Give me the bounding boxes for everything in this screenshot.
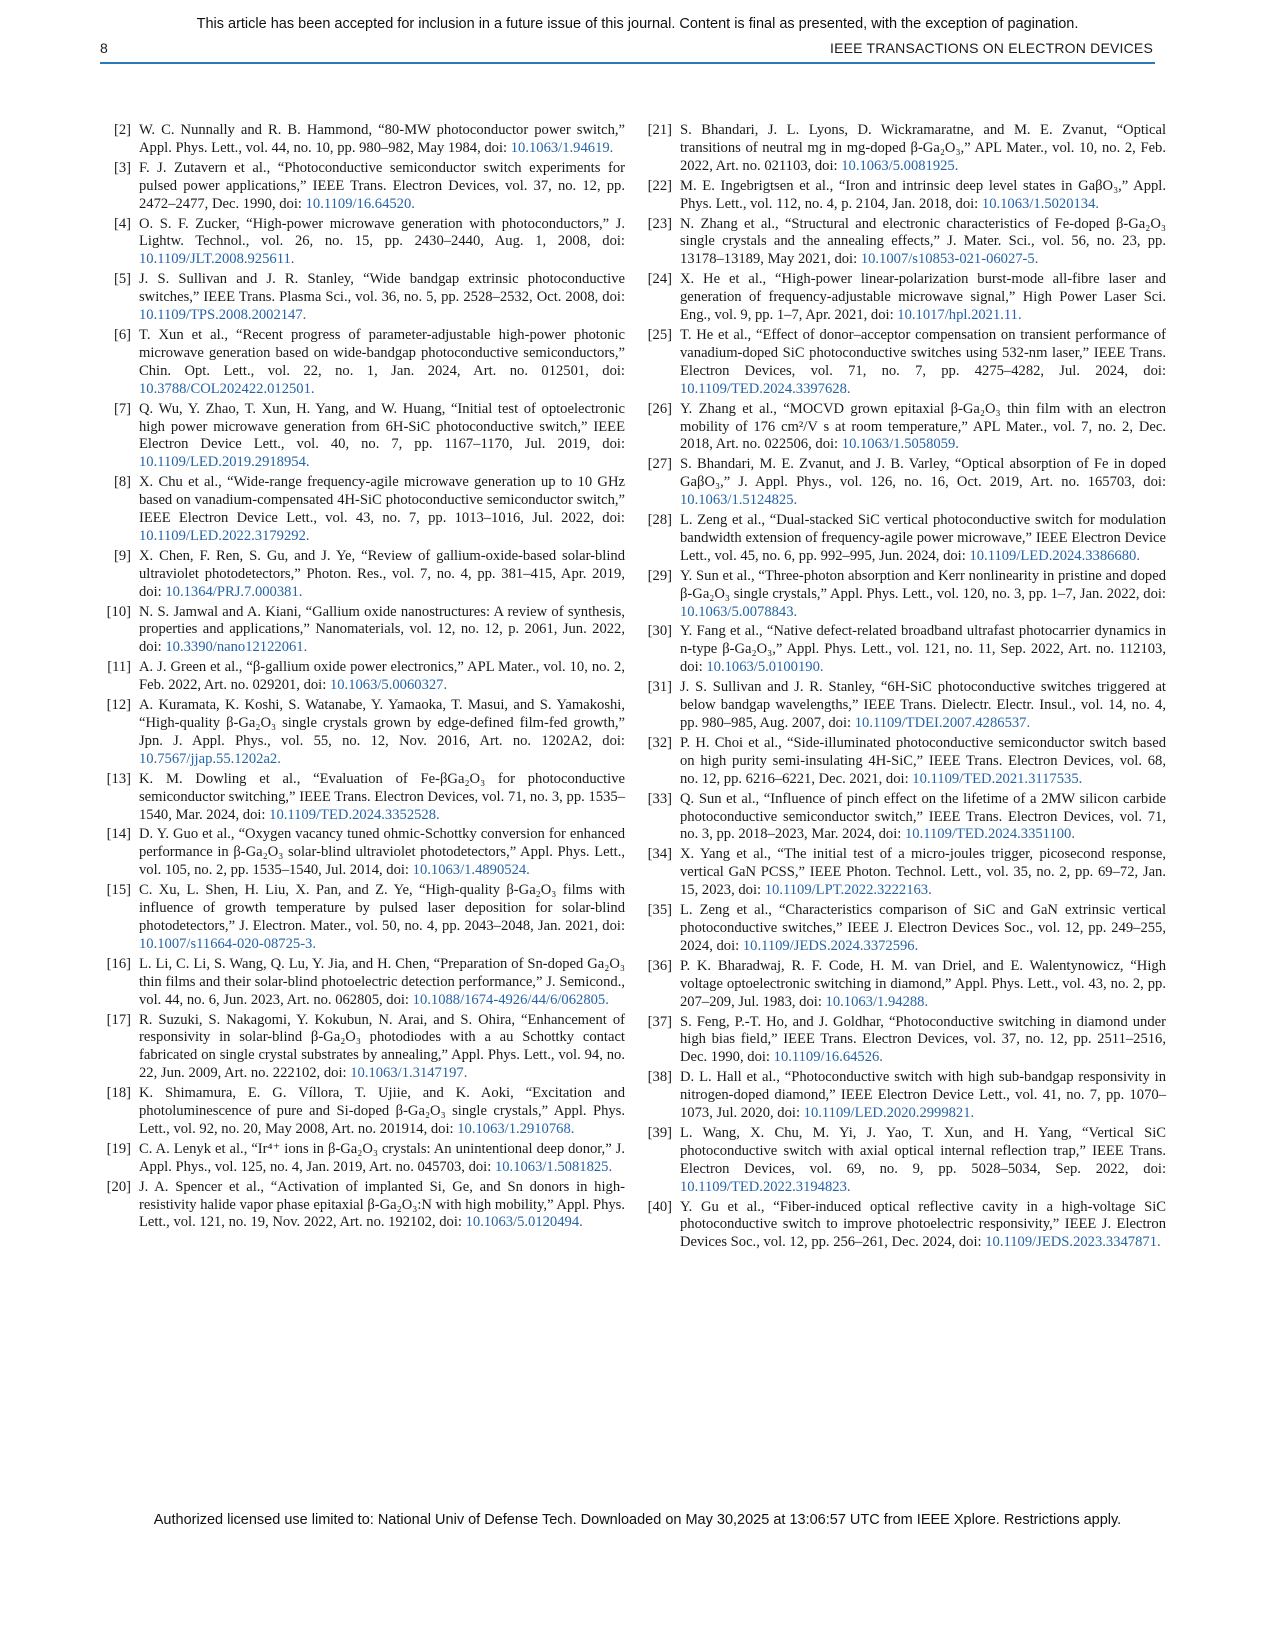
reference-number: [26] — [647, 400, 672, 417]
reference-citation: O. S. F. Zucker, “High-power microwave generation with photoconductors,” J. Lightw. Technol., vol. 26, no. 15, pp. 2430–2440, Aug. 1, 2008, doi: — [139, 215, 625, 250]
doi-link[interactable]: 10.1109/TED.2024.3351100. — [905, 826, 1075, 843]
reference-text — [680, 1125, 1166, 1197]
header-rule — [100, 62, 1155, 64]
reference-citation: A. Kuramata, K. Koshi, S. Watanabe, Y. Yamaoka, T. Masui, and S. Yamakoshi, “High-quality β-Ga₂O₃ single crystals grown by edge-defined film-fed growth,” Jpn. J. Appl. Phys., vol. 55, no. 12, Nov. 2016, Art. no. 1202A2, doi: — [139, 697, 625, 749]
reference-citation: X. Chen, F. Ren, S. Gu, and J. Ye, “Review of gallium-oxide-based solar-blind ultraviolet photodetectors,” Photon. Res., vol. 7, no. 4, pp. 381–415, Apr. 2019, doi: — [139, 547, 625, 600]
reference-citation: N. Zhang et al., “Structural and electronic characteristics of Fe-doped β-Ga₂O₃ single crystals and the annealing effects,” J. Mater. Sci., vol. 56, no. 23, pp. 13178–13189, May 2021, doi: — [680, 215, 1166, 268]
doi-link[interactable]: 10.1109/TED.2024.3352528. — [269, 806, 440, 823]
reference-number: [29] — [647, 567, 672, 584]
reference-text — [680, 902, 1166, 956]
reference-text — [139, 548, 625, 602]
reference-citation: C. A. Lenyk et al., “Ir⁴⁺ ions in β-Ga₂O₃ crystals: An unintentional deep donor,” J. Appl. Phys., vol. 125, no. 4, Jan. 2019, Art. no. 045703, doi: — [139, 1140, 625, 1175]
reference-text — [139, 1085, 625, 1139]
doi-link[interactable]: 10.1109/TDEI.2007.4286537. — [854, 715, 1031, 731]
reference-entry — [105, 122, 625, 158]
reference-entry — [646, 271, 1166, 325]
reference-citation: K. Shimamura, E. G. Víllora, T. Ujiie, and K. Aoki, “Excitation and photoluminescence of pure and Si-doped β-Ga₂O₃ single crystals,” Appl. Phys. Lett., vol. 92, no. 20, May 2008, Art. no. 201914, doi: — [139, 1085, 625, 1137]
reference-citation: D. L. Hall et al., “Photoconductive switch with high sub-bandgap responsivity in nitrogen-doped diamond,” IEEE Electron Device Lett., vol. 41, no. 7, pp. 1070–1073, Jul. 2020, doi: — [680, 1069, 1166, 1122]
reference-number: [19] — [106, 1140, 131, 1157]
reference-citation: M. E. Ingebrigtsen et al., “Iron and intrinsic deep level states in GaβO₃,” Appl. Phys. Lett., vol. 112, no. 4, p. 2104, Jan. 2018, doi: — [680, 177, 1166, 212]
reference-citation: C. Xu, L. Shen, H. Liu, X. Pan, and Z. Ye, “High-quality β-Ga₂O₃ films with influence of growth temperature by pulsed laser deposition for solar-blind photodetectors,” J. Electron. Mater., vol. 50, no. 4, pp. 2043–2048, Jan. 2021, doi: — [139, 882, 625, 934]
reference-citation: X. Yang et al., “The initial test of a micro-joules trigger, picosecond response, vertical GaN PCSS,” IEEE Photon. Technol. Lett., vol. 35, no. 2, pp. 69–72, Jan. 15, 2023, doi: — [680, 846, 1166, 899]
references-left-column — [105, 122, 625, 1234]
doi-link[interactable]: 10.3390/nano12122061. — [165, 639, 308, 656]
reference-citation: K. M. Dowling et al., “Evaluation of Fe-βGa₂O₃ for photoconductive semiconductor switching,” IEEE Trans. Electron Devices, vol. 71, no. 3, pp. 1535–1540, Mar. 2024, doi: — [139, 770, 625, 823]
reference-text — [139, 697, 625, 769]
reference-entry — [105, 882, 625, 954]
reference-citation: D. Y. Guo et al., “Oxygen vacancy tuned ohmic-Schottky conversion for enhanced performance in β-Ga₂O₃ solar-blind ultraviolet photodetectors,” Appl. Phys. Lett., vol. 105, no. 2, pp. 1535–1540, Jul. 2014, doi: — [139, 826, 625, 879]
reference-text — [139, 826, 625, 880]
reference-text — [680, 791, 1166, 845]
reference-text — [680, 1014, 1166, 1068]
reference-entry — [646, 1199, 1166, 1253]
reference-text — [139, 659, 625, 695]
acceptance-notice: This article has been accepted for inclusion in a future issue of this journal. Content is final as presented, with the exception of pagination. — [196, 16, 1079, 32]
reference-number: [32] — [647, 734, 672, 751]
reference-text — [139, 401, 625, 473]
reference-citation: W. C. Nunnally and R. B. Hammond, “80-MW photoconductor power switch,” Appl. Phys. Lett., vol. 44, no. 10, pp. 980–982, May 1984, doi: — [139, 122, 625, 156]
reference-entry — [105, 771, 625, 825]
reference-entry — [646, 512, 1166, 566]
reference-citation: F. J. Zutavern et al., “Photoconductive semiconductor switch experiments for pulsed power applications,” IEEE Trans. Electron Devices, vol. 37, no. 12, pp. 2472–2477, Dec. 1990, doi: — [139, 159, 625, 212]
doi-link[interactable]: 10.1109/LPT.2022.3222163. — [764, 882, 932, 899]
reference-number: [13] — [106, 770, 131, 787]
doi-link[interactable]: 10.1063/1.4890524. — [412, 862, 530, 879]
reference-text — [680, 456, 1166, 510]
doi-link[interactable]: 10.1063/5.0078843. — [680, 603, 798, 620]
reference-number: [6] — [113, 326, 131, 343]
reference-entry — [105, 697, 625, 769]
reference-citation: T. He et al., “Effect of donor–acceptor compensation on transient performance of vanadium-doped SiC photoconductive switches using 532-nm laser,” IEEE Trans. Electron Devices, vol. 71, no. 7, pp. 4275–4282, Jul. 2024, doi: — [680, 326, 1166, 379]
doi-link[interactable]: 10.1063/1.3147197. — [350, 1065, 468, 1082]
doi-link[interactable]: 10.1017/hpl.2021.11. — [897, 307, 1022, 324]
doi-link[interactable]: 10.1063/1.94288. — [825, 993, 929, 1010]
doi-link[interactable]: 10.1109/JEDS.2023.3347871. — [985, 1234, 1161, 1251]
reference-number: [4] — [113, 215, 131, 232]
doi-link[interactable]: 10.1109/JLT.2008.925611. — [139, 251, 295, 268]
reference-citation: S. Bhandari, M. E. Zvanut, and J. B. Varley, “Optical absorption of Fe in doped GaβO₃,” J. Appl. Phys., vol. 126, no. 16, Oct. 2019, Art. no. 165703, doi: — [680, 456, 1166, 491]
reference-number: [21] — [647, 122, 672, 138]
reference-number: [16] — [106, 955, 131, 972]
reference-entry — [646, 1014, 1166, 1068]
reference-number: [23] — [647, 215, 672, 232]
reference-entry — [105, 1012, 625, 1084]
reference-entry — [646, 327, 1166, 399]
reference-number: [2] — [113, 122, 131, 138]
reference-number: [35] — [647, 902, 672, 919]
reference-number: [31] — [647, 679, 672, 696]
doi-link[interactable]: 10.1063/5.0081925. — [841, 157, 959, 174]
reference-number: [18] — [106, 1085, 131, 1102]
reference-number: [33] — [647, 790, 672, 807]
doi-link[interactable]: 10.1007/s10853-021-06027-5. — [860, 251, 1039, 268]
journal-title: IEEE TRANSACTIONS ON ELECTRON DEVICES — [830, 40, 1153, 56]
reference-citation: L. Zeng et al., “Dual-stacked SiC vertical photoconductive switch for modulation bandwidth extension of frequency-agile power microwave,” IEEE Electron Device Lett., vol. 45, no. 6, pp. 992–995, Jun. 2024, doi: — [680, 512, 1166, 564]
reference-number: [28] — [647, 512, 672, 529]
reference-entry — [105, 401, 625, 473]
reference-text — [139, 1012, 625, 1084]
doi-link[interactable]: 10.1063/1.5020134. — [981, 195, 1100, 212]
doi-link[interactable]: 10.1109/LED.2022.3179292. — [139, 527, 310, 544]
reference-entry — [646, 178, 1166, 214]
reference-text — [139, 1179, 625, 1233]
reference-entry — [105, 826, 625, 880]
reference-number: [36] — [647, 957, 672, 974]
reference-entry — [646, 456, 1166, 510]
reference-number: [20] — [106, 1178, 131, 1195]
doi-link[interactable]: 10.1063/1.5124825. — [680, 492, 798, 509]
doi-link[interactable]: 10.1109/LED.2020.2999821. — [803, 1105, 975, 1122]
page-number: 8 — [100, 40, 108, 56]
reference-citation: X. Chu et al., “Wide-range frequency-agile microwave generation up to 10 GHz based on vanadium-compensated 4H-SiC photoconductive semiconductor switch,” IEEE Electron Device Lett., vol. 43, no. 7, pp. 1013–1016, Jul. 2022, doi: — [139, 474, 625, 527]
reference-number: [24] — [647, 271, 672, 288]
reference-number: [12] — [106, 697, 131, 714]
reference-text — [139, 216, 625, 270]
reference-number: [9] — [113, 547, 131, 564]
reference-text — [139, 1141, 625, 1177]
reference-citation: P. H. Choi et al., “Side-illuminated photoconductive semiconductor switch based on high purity semi-insulating 4H-SiC,” IEEE Trans. Electron Devices, vol. 68, no. 12, pp. 6216–6221, Dec. 2021, doi: — [680, 734, 1166, 787]
reference-text — [139, 122, 625, 158]
reference-citation: N. S. Jamwal and A. Kiani, “Gallium oxide nanostructures: A review of synthesis, properties and applications,” Nanomaterials, vol. 12, no. 12, p. 2061, Jun. 2022, doi: — [139, 603, 625, 656]
reference-citation: L. Zeng et al., “Characteristics comparison of SiC and GaN extrinsic vertical photoconductive switches,” IEEE J. Electron Devices Soc., vol. 12, pp. 249–255, 2024, doi: — [680, 902, 1166, 954]
reference-citation: Y. Sun et al., “Three-photon absorption and Kerr nonlinearity in pristine and doped β-Ga₂O₃ single crystals,” Appl. Phys. Lett., vol. 120, no. 3, pp. 1–7, Jan. 2022, doi: — [680, 567, 1166, 602]
doi-link[interactable]: 10.1109/TED.2021.3117535. — [912, 770, 1083, 787]
reference-text — [680, 327, 1166, 399]
reference-number: [8] — [113, 474, 131, 491]
reference-number: [17] — [106, 1011, 131, 1028]
reference-text — [680, 958, 1166, 1012]
reference-text — [139, 160, 625, 214]
doi-link[interactable]: 10.1063/1.94619. — [510, 139, 614, 156]
reference-text — [139, 474, 625, 546]
reference-text — [680, 401, 1166, 455]
reference-citation: Y. Zhang et al., “MOCVD grown epitaxial β-Ga₂O₃ thin film with an electron mobility of 176 cm²/V s at room temperature,” APL Mater., vol. 7, no. 2, Dec. 2018, Art. no. 022506, doi: — [680, 400, 1166, 453]
doi-link[interactable]: 10.1109/16.64526. — [773, 1049, 883, 1066]
doi-link[interactable]: 10.1063/5.0060327. — [329, 677, 448, 694]
reference-text — [680, 1199, 1166, 1253]
reference-number: [7] — [113, 400, 131, 417]
reference-entry — [105, 956, 625, 1010]
reference-entry — [646, 791, 1166, 845]
reference-entry — [105, 1179, 625, 1233]
reference-number: [5] — [113, 271, 131, 288]
reference-entry — [105, 327, 625, 399]
reference-entry — [105, 1085, 625, 1139]
reference-text — [680, 846, 1166, 900]
reference-citation: P. K. Bharadwaj, R. F. Code, H. M. van Driel, and E. Walentynowicz, “High voltage optoelectronic switching in diamond,” Appl. Phys. Lett., vol. 43, no. 2, pp. 207–209, Jul. 1983, doi: — [680, 957, 1166, 1010]
reference-citation: R. Suzuki, S. Nakagomi, Y. Kokubun, N. Arai, and S. Ohira, “Enhancement of responsivity in solar-blind β-Ga₂O₃ photodiodes with a au Schottky contact fabricated on single crystal substrates by annealing,” Appl. Phys. Lett., vol. 94, no. 22, Jun. 2009, Art. no. 222102, doi: — [139, 1011, 625, 1082]
reference-entry — [646, 122, 1166, 176]
reference-entry — [646, 846, 1166, 900]
doi-link[interactable]: 10.1109/LED.2019.2918954. — [139, 454, 310, 471]
reference-citation: Q. Sun et al., “Influence of pinch effect on the lifetime of a 2MW silicon carbide photoconductive semiconductor switch,” IEEE Trans. Electron Devices, vol. 71, no. 3, pp. 2018–2023, Mar. 2024, doi: — [680, 790, 1166, 843]
reference-entry — [105, 160, 625, 214]
doi-link[interactable]: 10.1063/1.5058059. — [841, 436, 959, 453]
reference-citation: L. Wang, X. Chu, M. Yi, J. Yao, T. Xun, and H. Yang, “Vertical SiC photoconductive switch with axial optical internal reflection trap,” IEEE Trans. Electron Devices, vol. 69, no. 9, pp. 5028–5034, Sep. 2022, doi: — [680, 1124, 1166, 1177]
reference-text — [680, 735, 1166, 789]
reference-text — [680, 679, 1166, 733]
reference-number: [30] — [647, 623, 672, 640]
doi-link[interactable]: 10.1063/1.2910768. — [457, 1120, 575, 1137]
reference-text — [680, 623, 1166, 677]
reference-entry — [646, 735, 1166, 789]
doi-link[interactable]: 10.1109/TED.2024.3397628. — [680, 380, 851, 397]
reference-citation: A. J. Green et al., “β-gallium oxide power electronics,” APL Mater., vol. 10, no. 2, Feb. 2022, Art. no. 029201, doi: — [139, 659, 625, 694]
doi-link[interactable]: 10.7567/jjap.55.1202a2. — [139, 750, 281, 767]
reference-citation: Q. Wu, Y. Zhao, T. Xun, H. Yang, and W. Huang, “Initial test of optoelectronic high power microwave generation from 6H-SiC photoconductive switch,” IEEE Electron Device Lett., vol. 40, no. 7, pp. 1167–1170, Jul. 2019, doi: — [139, 400, 625, 453]
reference-entry — [105, 548, 625, 602]
doi-link[interactable]: 10.1109/JEDS.2024.3372596. — [742, 937, 919, 954]
reference-entry — [646, 568, 1166, 622]
reference-text — [680, 512, 1166, 566]
reference-number: [11] — [107, 659, 131, 676]
doi-link[interactable]: 10.3788/COL202422.012501. — [139, 380, 315, 397]
reference-citation: Y. Gu et al., “Fiber-induced optical reflective cavity in a high-voltage SiC photoconductive switch to improve photoelectric responsivity,” IEEE J. Electron Devices Soc., vol. 12, pp. 256–261, Dec. 2024, doi: — [680, 1198, 1166, 1251]
reference-citation: J. S. Sullivan and J. R. Stanley, “6H-SiC photoconductive switches triggered at below bandgap wavelengths,” IEEE Trans. Dielectr. Electr. Insul., vol. 14, no. 4, pp. 980–985, Aug. 2007, doi: — [680, 679, 1166, 731]
doi-link[interactable]: 10.1109/LED.2024.3386680. — [969, 547, 1140, 564]
reference-number: [15] — [106, 882, 131, 899]
reference-citation: S. Feng, P.-T. Ho, and J. Goldhar, “Photoconductive switching in diamond under high bias field,” IEEE Trans. Electron Devices, vol. 37, no. 12, pp. 2511–2516, Dec. 1990, doi: — [680, 1013, 1166, 1066]
reference-citation: S. Bhandari, J. L. Lyons, D. Wickramaratne, and M. E. Zvanut, “Optical transitions of neutral mg in mg-doped β-Ga₂O₃,” APL Mater., vol. 10, no. 2, Feb. 2022, Art. no. 021103, doi: — [680, 122, 1166, 174]
reference-text — [680, 122, 1166, 176]
reference-number: [38] — [647, 1069, 672, 1086]
reference-text — [139, 771, 625, 825]
reference-entry — [646, 1125, 1166, 1197]
reference-number: [3] — [113, 159, 131, 176]
reference-entry — [105, 659, 625, 695]
reference-number: [10] — [106, 603, 131, 620]
reference-text — [680, 178, 1166, 214]
reference-text — [139, 882, 625, 954]
reference-entry — [105, 604, 625, 658]
reference-entry — [646, 679, 1166, 733]
reference-text — [139, 604, 625, 658]
doi-link[interactable]: 10.1109/16.64520. — [305, 195, 415, 212]
reference-text — [139, 271, 625, 325]
reference-entry — [646, 902, 1166, 956]
reference-number: [14] — [106, 826, 131, 843]
reference-citation: Y. Fang et al., “Native defect-related broadband ultrafast photocarrier dynamics in n-type β-Ga₂O₃,” Appl. Phys. Lett., vol. 121, no. 11, Sep. 2022, Art. no. 112103, doi: — [680, 623, 1166, 676]
doi-link[interactable]: 10.1063/5.0120494. — [465, 1214, 583, 1231]
reference-entry — [105, 271, 625, 325]
doi-link[interactable]: 10.1088/1674-4926/44/6/062805. — [412, 991, 609, 1008]
reference-text — [139, 327, 625, 399]
reference-entry — [646, 216, 1166, 270]
reference-text — [139, 956, 625, 1010]
reference-entry — [646, 1069, 1166, 1123]
reference-entry — [105, 1141, 625, 1177]
reference-entry — [105, 216, 625, 270]
doi-link[interactable]: 10.1063/5.0100190. — [706, 659, 824, 676]
reference-number: [39] — [647, 1124, 672, 1141]
reference-citation: X. He et al., “High-power linear-polarization burst-mode all-fibre laser and generation of frequency-adjustable microwave signal,” High Power Laser Sci. Eng., vol. 9, pp. 1–7, Apr. 2021, doi: — [680, 271, 1166, 324]
reference-citation: T. Xun et al., “Recent progress of parameter-adjustable high-power photonic microwave generation based on wide-bandgap photoconductive semiconductors,” Chin. Opt. Lett., vol. 22, no. 1, Jan. 2024, Art. no. 012501, doi: — [139, 326, 625, 379]
doi-link[interactable]: 10.1007/s11664-020-08725-3. — [139, 935, 317, 952]
license-notice: Authorized licensed use limited to: National Univ of Defense Tech. Downloaded on May 30,2025 at 13:06:57 UTC from IEEE Xplore. Restrictions apply. — [153, 1512, 1122, 1528]
doi-link[interactable]: 10.1109/TED.2022.3194823. — [680, 1178, 851, 1195]
reference-entry — [646, 623, 1166, 677]
reference-number: [27] — [647, 456, 672, 473]
doi-link[interactable]: 10.1063/1.5081825. — [494, 1158, 613, 1175]
references-right-column — [646, 122, 1166, 1254]
reference-citation: J. S. Sullivan and J. R. Stanley, “Wide bandgap extrinsic photoconductive switches,” IEEE Trans. Plasma Sci., vol. 36, no. 5, pp. 2528–2532, Oct. 2008, doi: — [139, 271, 625, 306]
reference-number: [22] — [647, 177, 672, 194]
reference-entry — [646, 401, 1166, 455]
reference-text — [680, 1069, 1166, 1123]
reference-citation: L. Li, C. Li, S. Wang, Q. Lu, Y. Jia, and H. Chen, “Preparation of Sn-doped Ga₂O₃ thin films and their solar-blind photoelectric detection performance,” J. Semicond., vol. 44, no. 6, Jun. 2023, Art. no. 062805, doi: — [139, 955, 625, 1008]
reference-text — [680, 568, 1166, 622]
reference-number: [25] — [647, 326, 672, 343]
doi-link[interactable]: 10.1364/PRJ.7.000381. — [165, 583, 303, 600]
reference-text — [680, 271, 1166, 325]
doi-link[interactable]: 10.1109/TPS.2008.2002147. — [139, 307, 307, 324]
reference-number: [37] — [647, 1013, 672, 1030]
reference-number: [34] — [647, 846, 672, 863]
reference-entry — [646, 958, 1166, 1012]
reference-entry — [105, 474, 625, 546]
reference-citation: J. A. Spencer et al., “Activation of implanted Si, Ge, and Sn donors in high-resistivity halide vapor phase epitaxial β-Ga₂O₃:N with high mobility,” Appl. Phys. Lett., vol. 121, no. 19, Nov. 2022, Art. no. 192102, doi: — [139, 1178, 625, 1231]
reference-text — [680, 216, 1166, 270]
reference-number: [40] — [647, 1198, 672, 1215]
